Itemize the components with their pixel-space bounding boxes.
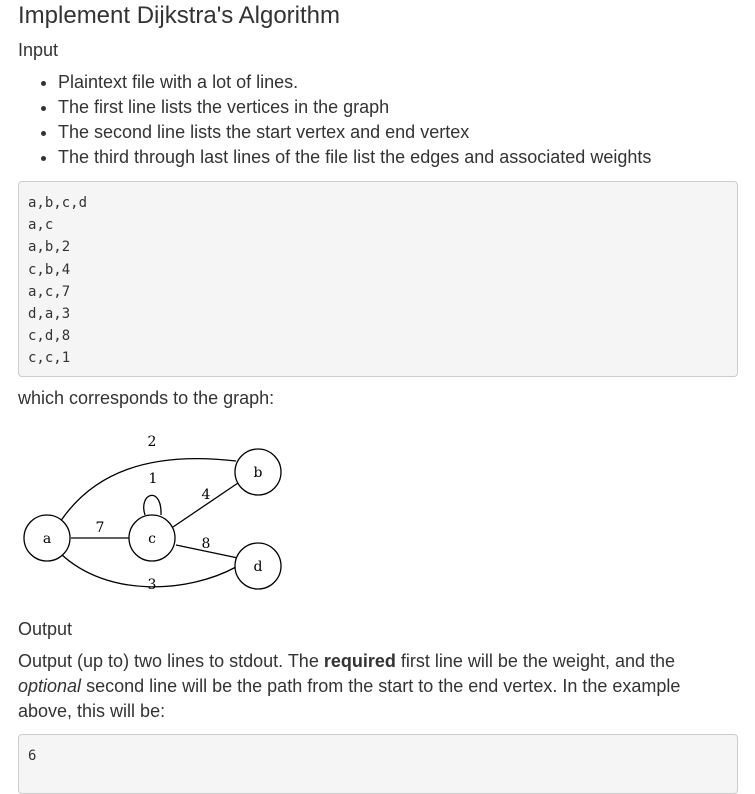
list-item: • Plaintext file with a lot of lines. — [58, 70, 737, 95]
code-line: a,c,7 — [28, 283, 71, 300]
code-line: c,c,1 — [28, 350, 71, 367]
edge-c-c — [144, 495, 161, 515]
code-line: c,d,8 — [28, 328, 71, 345]
input-bullet-list — [18, 70, 737, 170]
output-desc-part2: first line will be the weight, and the — [395, 651, 676, 671]
code-line: a,c — [28, 217, 54, 234]
output-desc-bold: required — [323, 651, 396, 671]
output-example-code-block — [18, 734, 738, 794]
graph-intro-text: which corresponds to the graph: — [18, 388, 275, 408]
node-d-label: d — [253, 559, 263, 575]
list-item: • The first line lists the vertices in the graph — [58, 95, 737, 120]
list-item: • The second line lists the start vertex and end vertex — [58, 120, 737, 145]
code-line: 6 — [28, 748, 37, 764]
edge-weight-label: 7 — [95, 520, 105, 536]
edge-weight-label: 1 — [148, 471, 158, 487]
page-title: Implement Dijkstra's Algorithm — [18, 2, 341, 29]
output-desc-part3: second line will be the path from the start to the end vertex. In the example above, this will be: — [18, 676, 681, 721]
node-d — [235, 543, 281, 589]
code-line: c,b,4 — [28, 261, 71, 278]
graph-diagram — [18, 423, 318, 603]
node-b — [235, 449, 281, 495]
code-line: a,b,2 — [28, 239, 71, 256]
graph-svg — [18, 423, 318, 603]
edge-weight-label: 3 — [147, 577, 157, 593]
code-line: d,a,3 — [28, 305, 71, 322]
code-line: a,b,c,d — [28, 195, 88, 211]
output-desc-italic: optional — [18, 676, 82, 696]
output-desc-part1: Output (up to) two lines to stdout. The — [18, 651, 324, 671]
node-a-label: a — [42, 531, 52, 547]
node-c — [129, 515, 175, 561]
node-a — [24, 515, 70, 561]
edge-weight-label: 8 — [201, 536, 211, 552]
input-heading: Input — [18, 40, 59, 60]
edge-weight-label: 4 — [201, 487, 211, 503]
output-description — [18, 649, 737, 724]
input-example-code-block — [18, 181, 738, 377]
edge-weight-label: 2 — [147, 434, 157, 450]
node-b-label: b — [253, 465, 263, 481]
list-item: • The third through last lines of the file list the edges and associated weights — [58, 145, 737, 170]
output-heading: Output — [18, 619, 73, 639]
node-c-label: c — [148, 531, 156, 547]
